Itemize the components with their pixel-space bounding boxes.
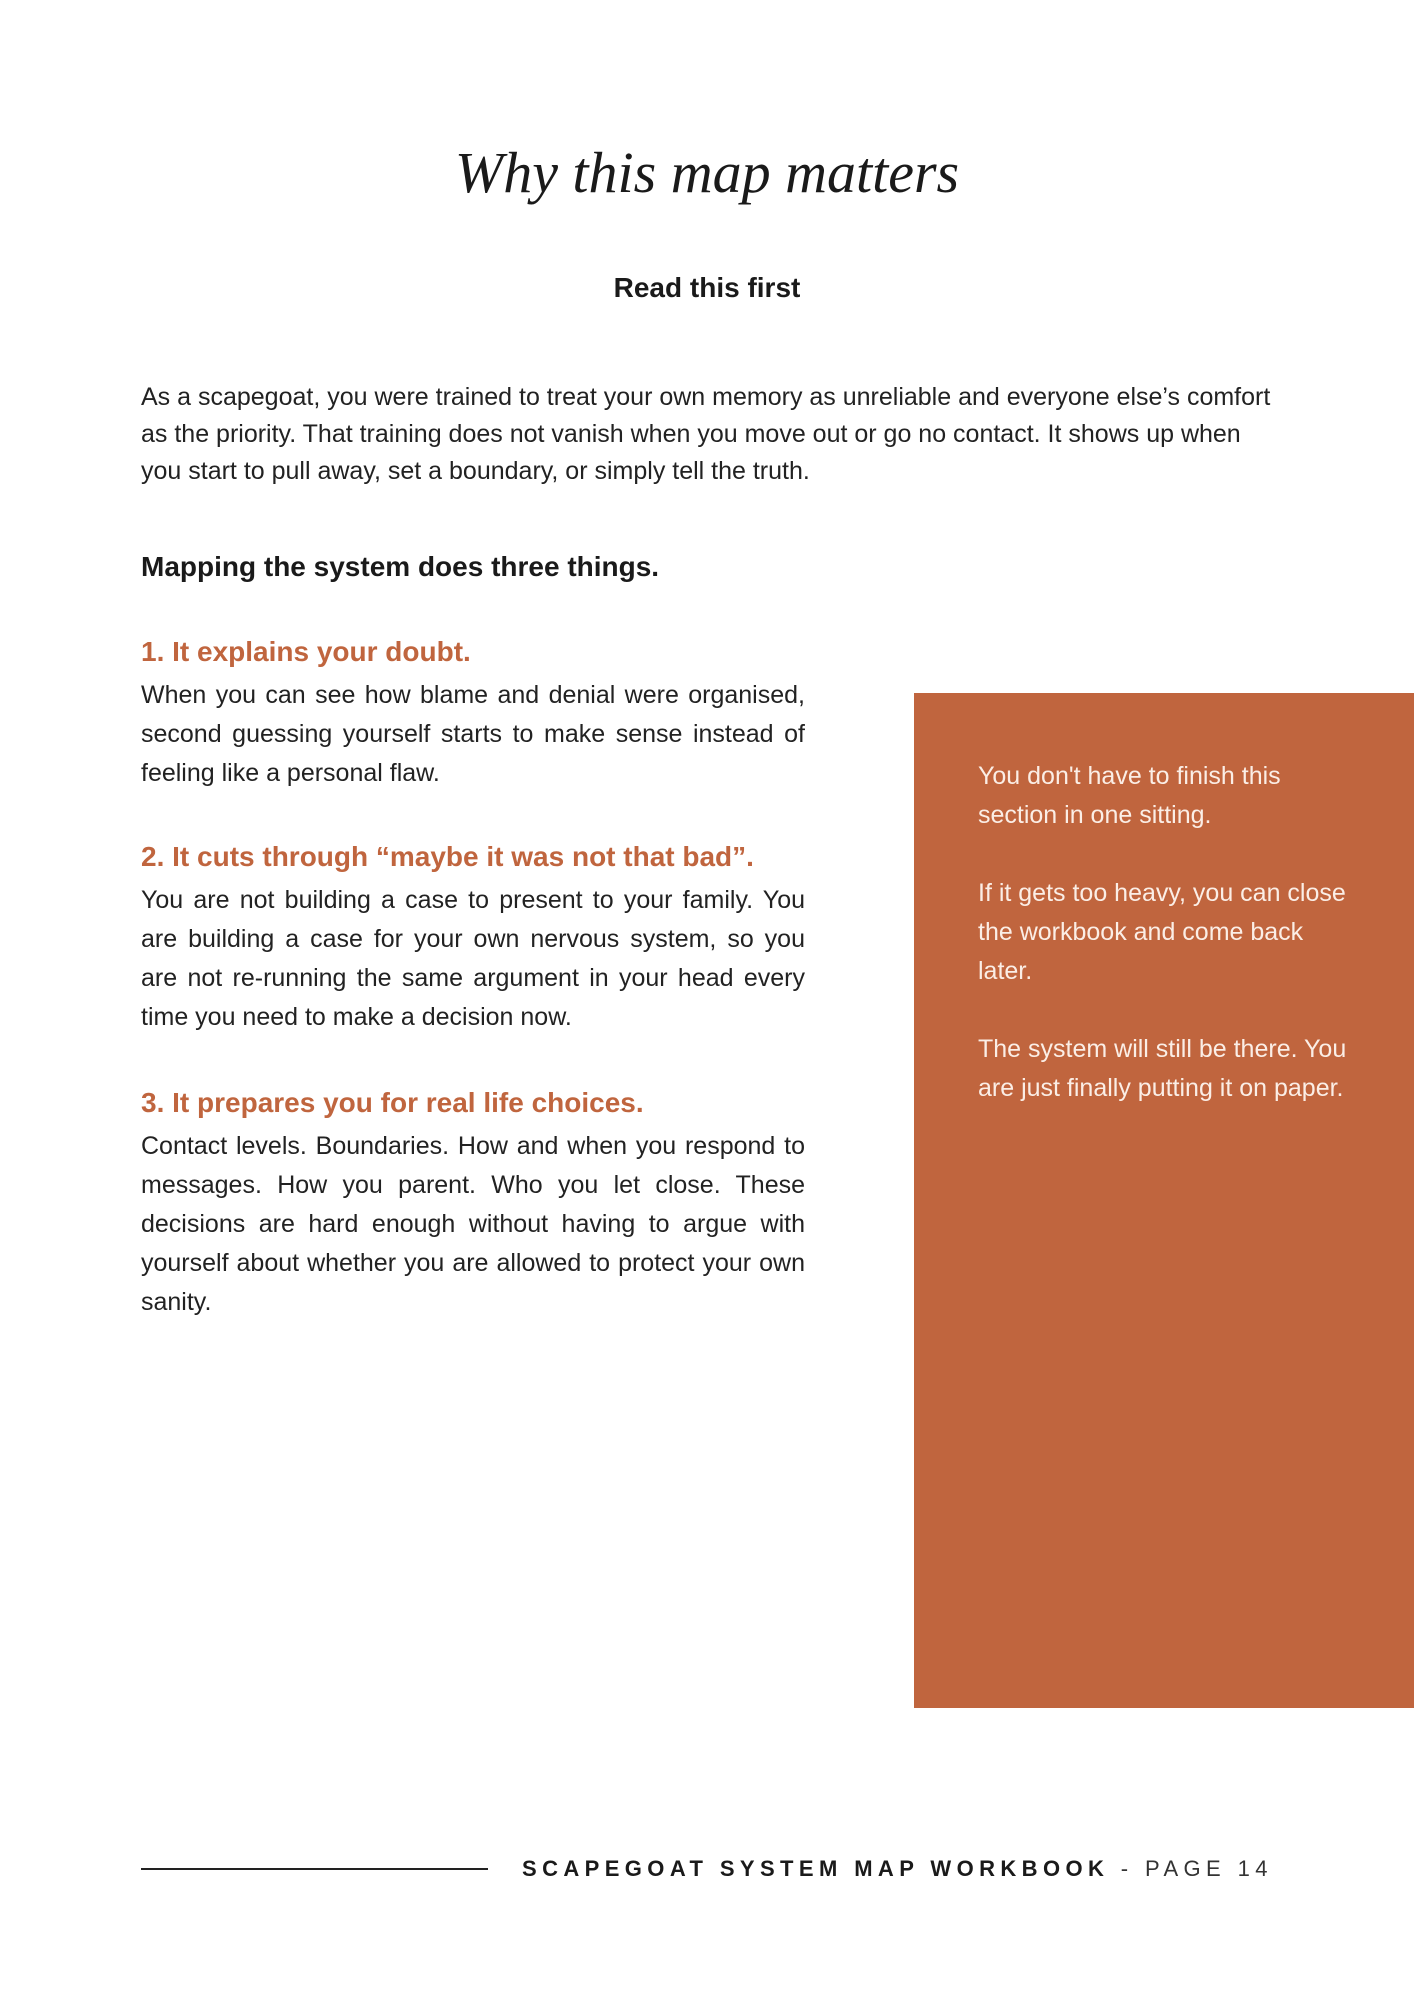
point-body: When you can see how blame and denial were organised, second guessing yourself starts to make sense instead of feeling like a personal flaw. [141, 681, 805, 787]
section-subtitle: Read this first [613, 272, 801, 303]
point-3 [141, 1083, 805, 1322]
sidebar-text [978, 757, 1358, 1147]
footer-divider [141, 1868, 488, 1870]
page-footer [522, 1854, 1273, 1884]
sidebar-callout [914, 693, 1414, 1708]
point-2 [141, 837, 805, 1037]
point-body: Contact levels. Boundaries. How and when you respond to messages. How you parent. Who you let close. These decisions are hard enough without having to argue with yourself about whether you are allowed to protect your own sanity. [141, 1132, 805, 1316]
page-title: Why this map matters [454, 140, 960, 205]
point-body: You are not building a case to present to your family. You are building a case for your own nervous system, so you are not re-running the same argument in your head every time you need to make a decision now. [141, 886, 805, 1031]
footer-brand: SCAPEGOAT SYSTEM MAP WORKBOOK [522, 1856, 1110, 1881]
footer-page-number: - PAGE 14 [1109, 1856, 1273, 1881]
sidebar-paragraph: The system will still be there. You are just finally putting it on paper. [978, 1035, 1347, 1102]
point-heading: 1. It explains your doubt. [141, 636, 471, 667]
sidebar-paragraph: You don't have to finish this section in one sitting. [978, 762, 1281, 829]
intro-paragraph: As a scapegoat, you were trained to treat your own memory as unreliable and everyone else’s comfort as the priority. That training does not vanish when you move out or go no contact. It shows up when you start to pull away, set a boundary, or simply tell the truth. [141, 383, 1271, 485]
point-heading: 3. It prepares you for real life choices. [141, 1087, 644, 1118]
point-1 [141, 632, 805, 793]
sidebar-paragraph: If it gets too heavy, you can close the workbook and come back later. [978, 879, 1346, 985]
mapping-heading: Mapping the system does three things. [141, 551, 660, 582]
point-heading: 2. It cuts through “maybe it was not that bad”. [141, 841, 754, 872]
